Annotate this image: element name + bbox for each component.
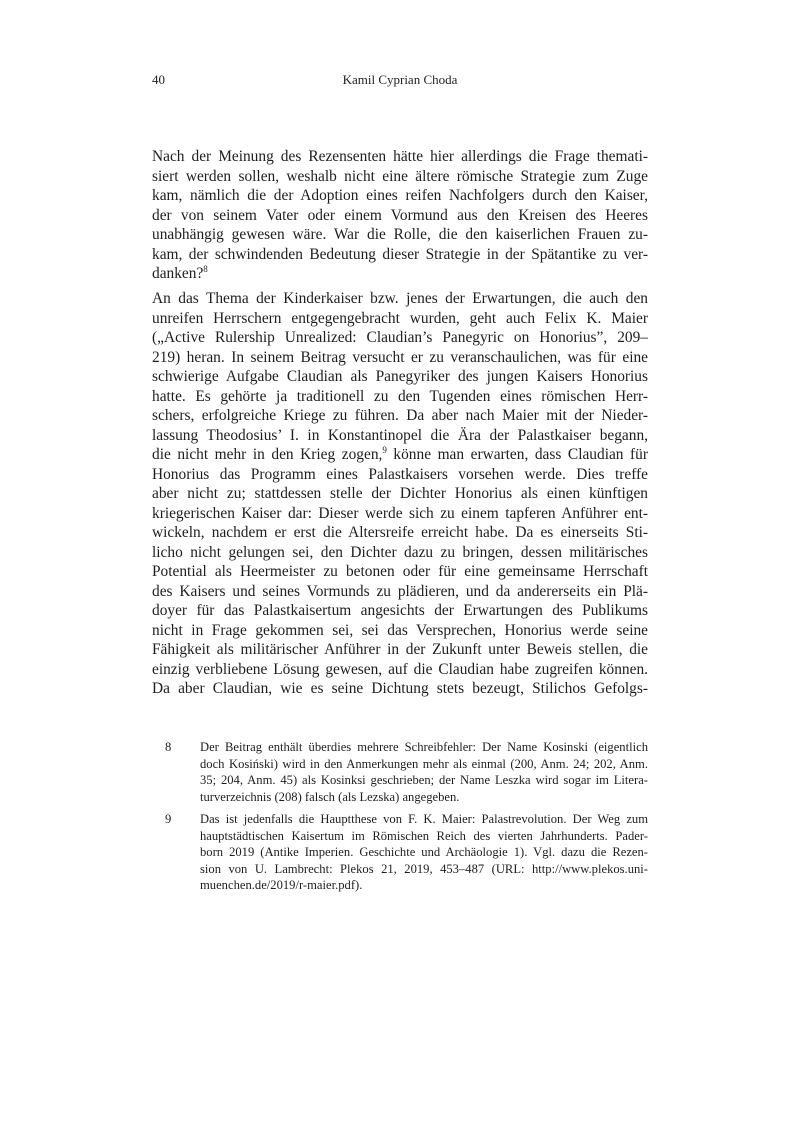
text-line: Potential als Heermeister zu betonen oder für eine gemeinsame Herrschaft [152, 563, 648, 580]
text-line: hatte. Es gehörte ja traditionell zu den Tugenden eines römischen Herr- [152, 387, 648, 405]
footnote-text [200, 739, 648, 805]
text-line: nicht in Frage gekommen sei, sei das Versprechen, Honorius werde seine [152, 621, 648, 639]
text-line: doch Kosiński) wird in den Anmerkungen mehr als einmal (200, Anm. 24; 202, Anm. [200, 756, 648, 771]
paragraph-2 [152, 289, 648, 699]
text-line: muenchen.de/2019/r-maier.pdf). [200, 878, 363, 892]
text-line: kam, der schwindenden Bedeutung dieser Strategie in der Spätantike zu ver- [152, 245, 648, 263]
text-line [152, 264, 648, 284]
text-line: siert werden sollen, weshalb nicht eine ältere römische Strategie zum Zuge [152, 167, 648, 185]
footnote-ref-9[interactable]: 9 [382, 445, 387, 455]
text-line: Fähigkeit als militärischer Anführer in der Zukunft unter Beweis stellen, die [152, 641, 648, 658]
footnote-text [200, 811, 648, 894]
page-number: 40 [152, 72, 165, 87]
text-fragment: könne man erwarten, dass Claudian für [386, 446, 648, 463]
text-line: unabhängig gewesen wäre. War die Rolle, die den kaiserlichen Frauen zu- [152, 226, 648, 243]
running-title: Kamil Cyprian Choda [342, 72, 458, 87]
text-line: Der Beitrag enthält überdies mehrere Schreibfehler: Der Name Kosinski (eigentlich [200, 740, 648, 754]
text-line: born 2019 (Antike Imperien. Geschichte und Archäologie 1). Vgl. dazu die Rezen- [200, 845, 648, 859]
text-line: 219) heran. In seinem Beitrag versucht er zu veranschaulichen, was für eine [152, 348, 648, 366]
text-line: An das Thema der Kinderkaiser bzw. jenes der Erwartungen, die auch den [152, 290, 648, 307]
text-line: sion von U. Lambrecht: Plekos 21, 2019, 453–487 (URL: http://www.plekos.uni- [200, 861, 648, 876]
text-line: der von seinem Vater oder einem Vormund aus den Kreisen des Heeres [152, 206, 648, 224]
text-line: doyer für das Palastkaisertum angesichts der Erwartungen des Publikums [152, 602, 648, 619]
text-line: wickeln, nachdem er erst die Altersreife erreicht habe. Da es einerseits Sti- [152, 524, 648, 541]
text-line: einzig verbliebene Lösung gewesen, auf die Claudian habe zugreifen können. [152, 660, 648, 678]
text-line: unreifen Herrschern entgegengebracht wurden, geht auch Felix K. Maier [152, 309, 648, 327]
footnote-number: 9 [165, 812, 172, 826]
text-line: kriegerischen Kaiser dar: Dieser werde sich zu einem tapferen Anführer ent- [152, 504, 648, 522]
footnote-number: 8 [165, 740, 172, 754]
text-line: („Active Rulership Unrealized: Claudian’s Panegyric on Honorius”, 209– [152, 329, 648, 346]
text-line: des Kaisers und seines Vormunds zu plädieren, und da andererseits ein Plä- [152, 582, 648, 600]
text-fragment: die nicht mehr in den Krieg zogen, [152, 446, 383, 463]
text-fragment: danken? [152, 265, 204, 282]
text-line: Nach der Meinung des Rezensenten hätte hier allerdings die Frage themati- [152, 148, 648, 165]
text-line: hauptstädtischen Kaisertum im Römischen Reich des vierten Jahrhunderts. Pader- [200, 828, 648, 843]
text-line: kam, nämlich die der Adoption eines reifen Nachfolgers durch den Kaiser, [152, 187, 648, 204]
text-line [152, 445, 648, 465]
footnote-ref-8[interactable]: 8 [203, 264, 208, 274]
text-line: licho nicht gelungen sei, den Dichter dazu zu bringen, dessen militärisches [152, 543, 648, 561]
text-line: Honorius das Programm eines Palastkaisers vorsehen werde. Dies treffe [152, 465, 648, 483]
text-line: 35; 204, Anm. 45) als Kosinksi geschrieben; der Name Leszka wird sogar im Litera- [200, 773, 648, 787]
text-line: schers, erfolgreiche Kriege zu führen. Da aber nach Maier mit der Nieder- [152, 407, 648, 424]
text-line: lassung Theodosius’ I. in Konstantinopel die Ära der Palastkaiser begann, [152, 426, 648, 444]
text-line: turverzeichnis (208) falsch (als Lezska) angegeben. [200, 789, 460, 804]
text-line: aber nicht zu; stattdessen stelle der Dichter Honorius als einen künftigen [152, 485, 648, 502]
text-line: Das ist jedenfalls die Hauptthese von F. K. Maier: Palastrevolution. Der Weg zum [200, 812, 648, 826]
text-line: schwierige Aufgabe Claudian als Panegyriker des jungen Kaisers Honorius [152, 368, 648, 385]
paragraph-1 [152, 147, 648, 284]
text-line: Da aber Claudian, wie es seine Dichtung stets bezeugt, Stilichos Gefolgs- [152, 680, 648, 697]
